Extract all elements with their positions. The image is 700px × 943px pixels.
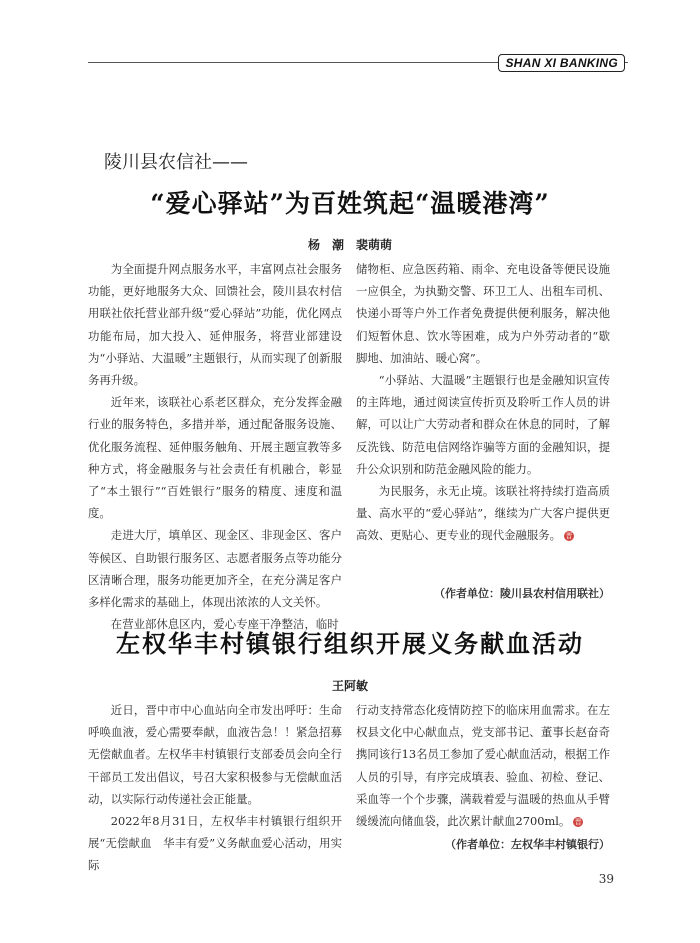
paragraph-text: 为民服务，永无止境。该联社将持续打造高质量、高水平的“爱心驿站”，继续为广大客户提供更高效、更贴心、更专业的现代金融服务。 [356,484,610,543]
paragraph: 近日，晋中市中心血站向全市发出呼吁：生命呼唤血液，爱心需要奉献，血液告急！！紧急招募无偿献血者。左权华丰村镇银行支部委员会向全行干部员工发出倡议，号召大家积极参与无偿献血活动，以实际行动传递社会正能量。 [88,703,342,806]
paragraph: 走进大厅，填单区、现金区、非现金区、客户等候区、自助银行服务区、志愿者服务点等功能分区清晰合理，服务功能更加齐全，在充分满足客户多样化需求的基础上，体现出浓浓的人文关怀。 [88,528,342,610]
paragraph: 在营业部休息区内，爱心专座干净整洁，临时 [110,617,339,632]
article2-byline: 王阿敏 [331,679,368,693]
article2-right-column [356,699,610,832]
section-label: SHAN XI BANKING [498,54,625,72]
article1-author-note: （作者单位：陵川县农村信用联社） [434,587,610,600]
end-mark-icon: 晋 [565,532,573,541]
paragraph-continuation: 储物柜、应急医药箱、雨伞、充电设备等便民设施一应俱全，为执勤交警、环卫工人、出租车司机、快递小哥等户外工作者免费提供便利服务，解决他们短暂休息、饮水等困难，成为户外劳动者的“歇脚地、加油站、暖心窝”。 [356,262,610,365]
paragraph [356,480,610,547]
article1-title: “爱心驿站”为百姓筑起“温暖港湾” [150,189,550,218]
paragraph: “小驿站、大温暖”主题银行也是金融知识宣传的主阵地，通过阅读宣传折页及聆听工作人员的讲解，可以让广大劳动者和群众在休息的同时，了解反洗钱、防范电信网络诈骗等方面的金融知识，提升公众识别和防范金融风险的能力。 [356,373,610,476]
paragraph: 2022年8月31日，左权华丰村镇银行组织开展“无偿献血 华丰有爱”义务献血爱心活动，用实际 [88,814,342,873]
page-number: 39 [598,872,614,886]
article1-right-column [356,258,610,547]
paragraph-text: 行动支持常态化疫情防控下的临床用血需求。在左权县文化中心献血点，党支部书记、董事长赵奋奇携同该行13名员工参加了爱心献血活动，根据工作人员的引导，有序完成填表、验血、初检、登记、采血等一个个步骤，满载着爱与温暖的热血从手臂缓缓流向储血袋，此次累计献血2700ml。 [356,703,610,829]
article2-left-column [88,699,342,877]
paragraph: 近年来，该联社心系老区群众，充分发挥金融行业的服务特色，多措并举，通过配备服务设施、优化服务流程、延伸服务触角、开展主题宣教等多种方式，将金融服务与社会责任有机融合，彰显了“本土银行”“百姓银行”服务的精度、速度和温度。 [88,395,342,521]
end-mark-icon: 晋 [574,818,582,827]
paragraph-continuation [356,699,610,832]
article1-kicker: 陵川县农信社—— [104,152,248,173]
paragraph: 为全面提升网点服务水平，丰富网点社会服务功能，更好地服务大众、回馈社会，陵川县农村信用联社依托营业部升级“爱心驿站”功能，优化网点功能布局，加大投入、延伸服务，将营业部建设为“小驿站、大温暖”主题银行，从而实现了创新服务再升级。 [88,262,342,388]
article1-left-column [88,258,342,635]
article2-author-note: （作者单位：左权华丰村镇银行） [445,838,610,851]
article2-title: 左权华丰村镇银行组织开展义务献血活动 [116,629,584,658]
article1-byline: 杨 潮 裴萌萌 [307,238,392,252]
